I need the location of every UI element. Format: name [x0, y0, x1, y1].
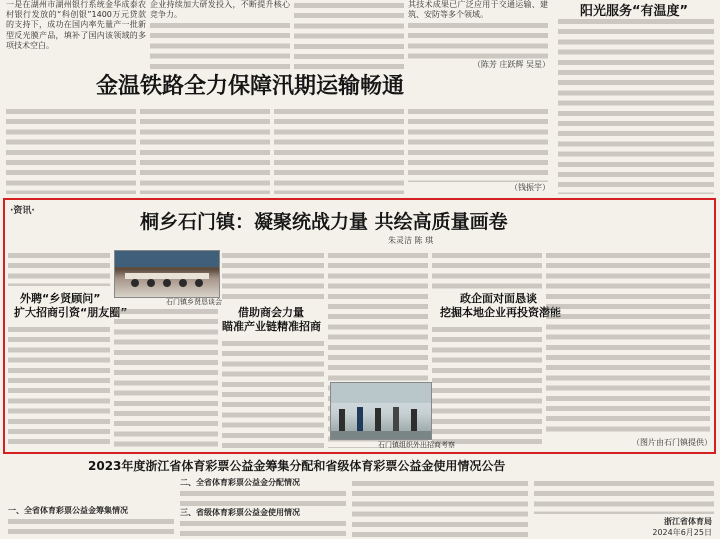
top-text-col-2: 企业持续加大研发投入，不断提升核心竞争力。: [150, 0, 290, 72]
subhead-2a: 借助商会力量: [238, 306, 304, 319]
feature-end-tag: （图片由石门镇提供）: [632, 438, 712, 447]
subhead-1b: 扩大招商引资“朋友圈”: [14, 306, 128, 319]
feature-intro: [8, 250, 110, 286]
filler: [352, 478, 528, 538]
subhead-3a: 政企面对面恳谈: [460, 292, 537, 305]
lottery-col-4: [534, 478, 714, 514]
rail-text-4: [408, 106, 548, 182]
caption-visit: 石门镇组织外出招商考察: [378, 441, 455, 449]
filler: [408, 20, 548, 60]
feature-col-1: [8, 324, 110, 448]
filler: [6, 106, 136, 194]
filler: [432, 250, 542, 292]
filler: [274, 106, 404, 194]
photo-visit: [330, 382, 432, 440]
lottery-date: 2024年6月25日: [652, 528, 712, 537]
section-tag: ·资讯·: [10, 206, 35, 216]
filler: [408, 106, 548, 182]
subhead-2b: 瞄准产业链精准招商: [222, 320, 321, 333]
photo-meeting: [114, 250, 220, 298]
feature-headline: 桐乡石门镇：凝聚统战力量 共绘高质量画卷: [140, 211, 508, 233]
lottery-col-1: [8, 478, 174, 538]
filler: [546, 250, 710, 436]
filler: [432, 324, 542, 448]
rail-byline: （陈芳 庄跃辉 吴星）: [472, 60, 550, 69]
lottery-section-2: 二、全省体育彩票公益金分配情况: [180, 478, 300, 487]
filler: [558, 16, 714, 194]
filler: [114, 306, 218, 448]
filler: [140, 106, 270, 194]
feature-col-6: [546, 250, 710, 436]
lottery-col-2: [180, 478, 346, 538]
rail-text-1: [6, 106, 136, 194]
right-top-text: [558, 16, 714, 194]
rail-text-3: [274, 106, 404, 194]
top-text-col-4: 其技术成果已广泛应用于交通运输、建筑、安防等多个领域。: [408, 0, 548, 72]
feature-col-3a: [222, 250, 324, 302]
subhead-1a: 外聘“乡贤顾问”: [20, 292, 101, 305]
top-text-col-3: [294, 0, 404, 72]
filler: [8, 516, 174, 538]
lottery-section-1: 一、全省体育彩票公益金筹集情况: [8, 506, 128, 515]
visit-photo-art: [331, 383, 431, 439]
filler: [8, 250, 110, 286]
feature-col-2a: [114, 306, 218, 448]
meeting-photo-art: [115, 251, 219, 297]
filler: [180, 488, 346, 508]
filler: [150, 20, 290, 72]
filler: [294, 0, 404, 72]
feature-col-3b: [222, 338, 324, 448]
feature-byline: 朱灵洁 陈 琪: [388, 236, 434, 245]
lottery-issuer: 浙江省体育局: [664, 517, 712, 526]
rail-headline: 金温铁路全力保障汛期运输畅通: [96, 74, 405, 99]
lottery-headline: 2023年度浙江省体育彩票公益金筹集分配和省级体育彩票公益金使用情况公告: [88, 459, 506, 473]
filler: [222, 338, 324, 448]
lottery-col-3: [352, 478, 528, 538]
subhead-3b: 挖掘本地企业再投资潜能: [440, 306, 561, 319]
feature-col-5b: [432, 324, 542, 448]
filler: [534, 478, 714, 514]
feature-col-5a: [432, 250, 542, 292]
top-text-col-1: 一是在湖州市湖州银行系统金华成泰农村银行发放的“科创银”1400万元贷款的支持下，成功在国内率先量产一批新型反光膜产品，填补了国内该领域的多项技术空白。: [6, 0, 146, 50]
lottery-section-3: 三、省级体育彩票公益金使用情况: [180, 508, 300, 517]
filler: [222, 250, 324, 302]
rail-end-tag: （钱振宇）: [510, 183, 550, 192]
rail-text-2: [140, 106, 270, 194]
caption-meeting: 石门镇乡贤恳谈会: [166, 298, 222, 306]
right-title: 阳光服务“有温度”: [580, 4, 689, 19]
filler: [180, 518, 346, 538]
filler: [8, 324, 110, 448]
